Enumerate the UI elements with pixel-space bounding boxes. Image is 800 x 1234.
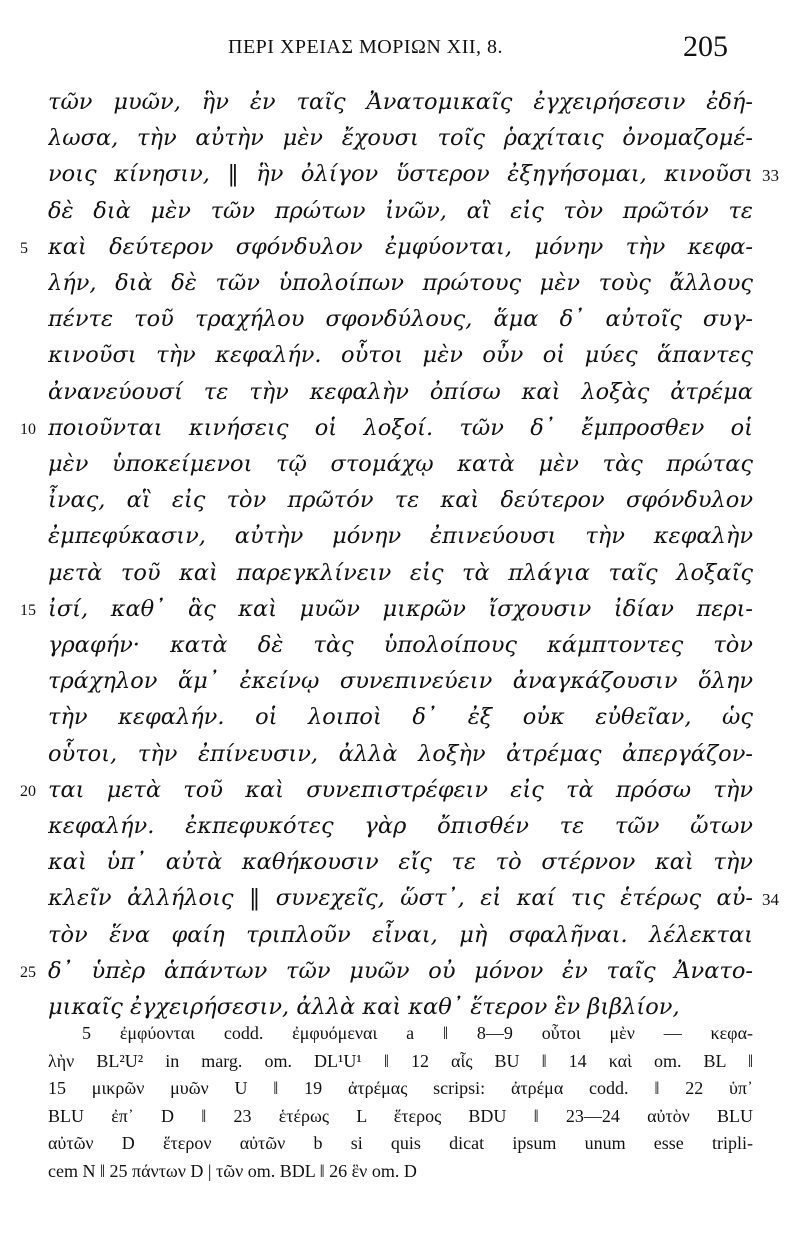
footnote-text: cem N ‖ 25 πάντων D | τῶν om. BDL ‖ 26 ἓν om. D	[48, 1160, 417, 1181]
text-line	[0, 699, 800, 735]
footnote-text: 15 μικρῶν μυῶν U ‖ 19 ἀτρέμας scripsi: ἀτρέμα codd. ‖ 22 ὑπ᾽	[48, 1078, 753, 1098]
text-line-content: δὲ διὰ μὲν τῶν πρώτων ἰνῶν, αἳ εἰς τὸν πρῶτόν τε	[48, 197, 753, 224]
text-line-content: ἐμπεφύκασιν, αὐτὴν μόνην ἐπινεύουσι τὴν κεφαλὴν	[48, 523, 753, 550]
text-line-content: δ᾽ ὑπὲρ ἁπάντων τῶν μυῶν οὐ μόνον ἐν ταῖς Ἀνατο-	[48, 957, 753, 984]
text-line-content: ἶνας, αἳ εἰς τὸν πρῶτόν τε καὶ δεύτερον σφόνδυλον	[48, 487, 753, 514]
footnote-line	[0, 1048, 800, 1075]
footnote-text: 5 ἐμφύονται codd. ἐμφυόμεναι a ‖ 8—9 οὗτοι μὲν — κεφα-	[82, 1023, 753, 1043]
text-line-content: τὸν ἕνα φαίη τριπλοῦν εἶναι, μὴ σφαλῆναι. λέλεκται	[48, 921, 753, 948]
text-line-content: κινοῦσι τὴν κεφαλήν. οὗτοι μὲν οὖν οἱ μύες ἅπαντες	[48, 342, 753, 369]
running-head: ΠΕΡΙ ΧΡΕΙΑΣ ΜΟΡΙΩΝ XII, 8.	[228, 36, 504, 58]
text-line	[0, 627, 800, 663]
footnote-line	[0, 1075, 800, 1102]
text-line	[0, 591, 800, 627]
footnote-line	[0, 1130, 800, 1157]
footnote-text: λὴν BL²U² in marg. om. DL¹U¹ ‖ 12 αἷς BU ‖ 14 καὶ om. BL ‖	[48, 1050, 753, 1071]
text-line-content: τὴν κεφαλήν. οἱ λοιποὶ δ᾽ ἐξ οὐκ εὐθεῖαν, ὡς	[48, 704, 753, 731]
text-line-content: ἀνανεύουσί τε τὴν κεφαλὴν ὀπίσω καὶ λοξὰς ἀτρέμα	[48, 378, 753, 405]
text-line	[0, 880, 800, 916]
text-line	[0, 193, 800, 229]
text-line-content: λωσα, τὴν αὐτὴν μὲν ἔχουσι τοῖς ῥαχίταις ὀνομαζομέ-	[48, 125, 753, 152]
text-line-content: μικαῖς ἐγχειρήσεσιν, ἀλλὰ καὶ καθ᾽ ἕτερον ἓν βιβλίον,	[48, 994, 680, 1020]
footnote-line	[0, 1103, 800, 1130]
text-line	[0, 482, 800, 518]
text-line-content: καὶ ὑπ᾽ αὐτὰ καθήκουσιν εἴς τε τὸ στέρνον καὶ τὴν	[48, 849, 753, 876]
text-line	[0, 374, 800, 410]
line-number: 10	[20, 420, 36, 438]
text-line	[0, 772, 800, 808]
text-line-content: πέντε τοῦ τραχήλου σφονδύλους, ἅμα δ᾽ αὐτοῖς συγ-	[48, 306, 753, 333]
text-line	[0, 518, 800, 554]
line-number: 5	[20, 239, 28, 257]
text-line	[0, 229, 800, 265]
text-line-content: λήν, διὰ δὲ τῶν ὑπολοίπων πρώτους μὲν τοὺς ἄλλους	[48, 270, 753, 296]
text-line	[0, 844, 800, 880]
text-line	[0, 953, 800, 989]
text-line-content: κλεῖν ἀλλήλοις ‖ συνεχεῖς, ὥστ᾽, εἰ καί τις ἑτέρως αὐ-	[48, 885, 753, 912]
text-line-content: τῶν μυῶν, ἣν ἐν ταῖς Ἀνατομικαῖς ἐγχειρήσεσιν ἐδή-	[48, 89, 753, 115]
text-line	[0, 410, 800, 446]
margin-reference: 34	[762, 890, 779, 910]
text-line-content: μὲν ὑποκείμενοι τῷ στομάχῳ κατὰ μὲν τὰς πρώτας	[48, 451, 753, 477]
page-number: 205	[683, 30, 728, 63]
text-line	[0, 156, 800, 192]
text-line	[0, 337, 800, 373]
text-line	[0, 265, 800, 301]
text-line	[0, 120, 800, 156]
text-line	[0, 301, 800, 337]
text-line-content: τράχηλον ἅμ᾽ ἐκείνῳ συνεπινεύειν ἀναγκάζουσιν ὅλην	[48, 668, 753, 695]
text-line-content: ται μετὰ τοῦ καὶ συνεπιστρέφειν εἰς τὰ πρόσω τὴν	[48, 776, 753, 803]
text-line-content: ποιοῦνται κινήσεις οἱ λοξοί. τῶν δ᾽ ἔμπροσθεν οἱ	[48, 414, 753, 441]
text-line-content: μετὰ τοῦ καὶ παρεγκλίνειν εἰς τὰ πλάγια ταῖς λοξαῖς	[48, 559, 753, 586]
margin-reference: 33	[762, 166, 779, 186]
text-line-content: νοις κίνησιν, ‖ ἣν ὀλίγον ὕστερον ἐξηγήσομαι, κινοῦσι	[48, 161, 753, 188]
text-line-content: ἰσί, καθ᾽ ἃς καὶ μυῶν μικρῶν ἴσχουσιν ἰδίαν περι-	[48, 595, 753, 622]
text-line	[0, 917, 800, 953]
text-line	[0, 736, 800, 772]
text-line	[0, 84, 800, 120]
line-number: 15	[20, 601, 36, 619]
text-line	[0, 446, 800, 482]
footnote-text: BLU ἐπ᾽ D ‖ 23 ἑτέρως L ἕτερος BDU ‖ 23—24 αὐτὸν BLU	[48, 1105, 753, 1126]
text-line	[0, 808, 800, 844]
footnote-line	[0, 1158, 800, 1185]
text-line-content: καὶ δεύτερον σφόνδυλον ἐμφύονται, μόνην τὴν κεφα-	[48, 233, 753, 260]
page-header	[0, 28, 800, 78]
text-line-content: γραφήν· κατὰ δὲ τὰς ὑπολοίπους κάμπτοντες τὸν	[48, 632, 753, 658]
text-line-content: κεφαλήν. ἐκπεφυκότες γὰρ ὄπισθέν τε τῶν ὤτων	[48, 813, 753, 839]
line-number: 25	[20, 963, 36, 981]
text-line-content: οὗτοι, τὴν ἐπίνευσιν, ἀλλὰ λοξὴν ἀτρέμας ἀπεργάζον-	[48, 740, 753, 767]
line-number: 20	[20, 782, 36, 800]
footnote-line	[0, 1020, 800, 1047]
text-line	[0, 555, 800, 591]
text-line	[0, 663, 800, 699]
footnote-text: αὐτῶν D ἕτερον αὐτῶν b si quis dicat ipsum unum esse tripli-	[48, 1133, 753, 1153]
